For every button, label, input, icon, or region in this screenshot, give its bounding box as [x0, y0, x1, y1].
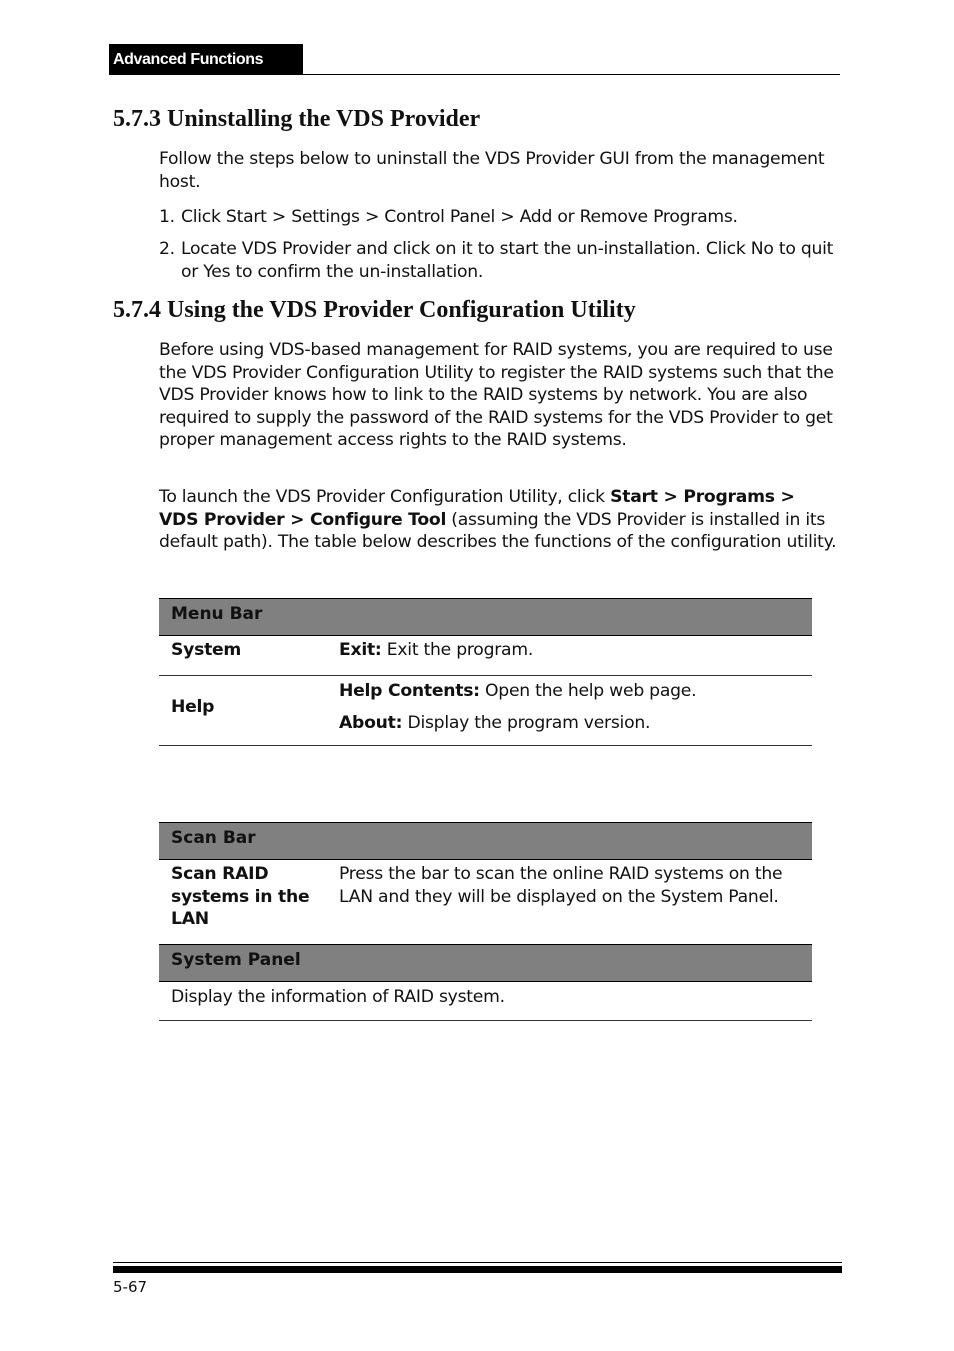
- section-574-para2: [159, 486, 839, 554]
- row-desc: [339, 680, 809, 703]
- para2-pre: To launch the VDS Provider Configuration Utility, click: [159, 487, 611, 507]
- system-panel-header: System Panel: [159, 944, 812, 982]
- table-row: [159, 676, 812, 746]
- item-desc: Exit the program.: [381, 640, 534, 660]
- row-desc: Press the bar to scan the online RAID systems on the LAN and they will be displayed on the System Panel.: [339, 864, 783, 907]
- section-tab: Advanced Functions: [109, 44, 303, 75]
- item-label: Exit:: [339, 640, 382, 660]
- section-574-title: 5.7.4 Using the VDS Provider Configuration Utility: [113, 297, 636, 323]
- row-desc: [339, 712, 809, 735]
- page-number: 5-67: [113, 1278, 148, 1296]
- footer-rule-thick: [113, 1266, 842, 1273]
- row-name: Help: [171, 697, 215, 717]
- item-desc: Open the help web page.: [479, 681, 697, 701]
- scan-bar-header: Scan Bar: [159, 822, 812, 860]
- footer-rule: [113, 1262, 842, 1263]
- table-row: [159, 636, 812, 676]
- step-2: [159, 238, 839, 283]
- step-1: [159, 206, 839, 229]
- item-label: Help Contents:: [339, 681, 480, 701]
- row-name: System: [171, 640, 242, 660]
- item-desc: Display the program version.: [402, 713, 651, 733]
- menu-bar-header: Menu Bar: [159, 598, 812, 636]
- step-text: Locate VDS Provider and click on it to start the un-installation. Click No to quit or Yes to confirm the un-installation.: [181, 239, 834, 282]
- launch-path: Start > Programs > VDS Provider > Configure Tool: [159, 487, 795, 530]
- table-row: [159, 982, 812, 1021]
- table-row: [159, 860, 812, 944]
- header-rule: [303, 74, 840, 75]
- row-desc: [339, 639, 809, 662]
- section-574-para1: Before using VDS-based management for RAID systems, you are required to use the VDS Provider Configuration Utility to register the RAID systems such that the VDS Provider knows how to link to the RAID systems by network. You are also required to supply the password of the RAID systems for the VDS Provider to get proper management access rights to the RAID systems.: [159, 340, 834, 450]
- item-label: About:: [339, 713, 403, 733]
- menu-bar-table: [159, 598, 812, 746]
- row-name: Scan RAID systems in the LAN: [171, 864, 310, 929]
- step-number: 1.: [159, 207, 175, 227]
- step-text: Click Start > Settings > Control Panel > Add or Remove Programs.: [181, 207, 738, 227]
- section-573-title: 5.7.3 Uninstalling the VDS Provider: [113, 106, 481, 132]
- section-573-intro: Follow the steps below to uninstall the VDS Provider GUI from the management host.: [159, 149, 825, 192]
- panel-desc: Display the information of RAID system.: [171, 987, 505, 1007]
- para2-post: (assuming the VDS Provider is installed in its default path). The table below describes the functions of the configuration utility.: [159, 509, 837, 552]
- scan-bar-table: [159, 822, 812, 1021]
- step-number: 2.: [159, 239, 175, 259]
